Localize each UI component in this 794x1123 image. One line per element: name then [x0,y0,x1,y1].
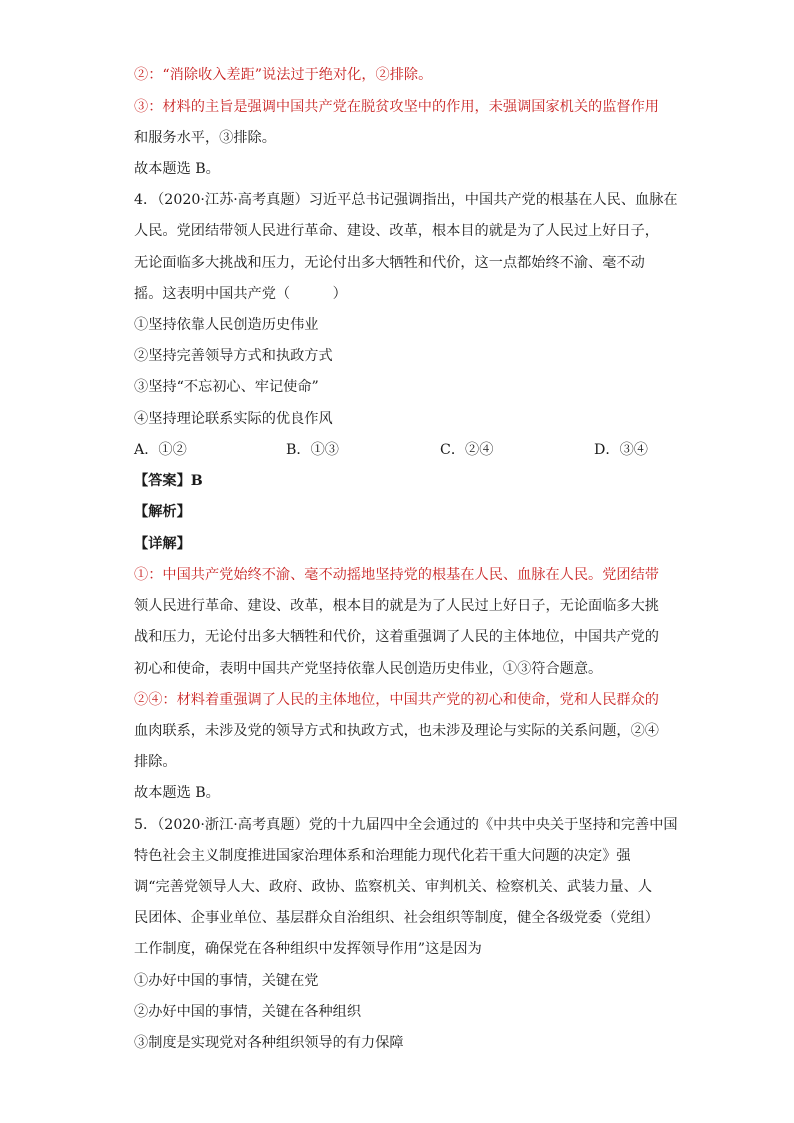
q4-stem-line-2: 人民。党团结带领人民进行革命、建设、改革，根本目的就是为了人民过上好日子， [134,223,659,239]
q4-answer [134,470,203,492]
prev-explanation-3-cont: 和服务水平，③排除。 [134,130,276,146]
q4-explanation-1-line-1: ①：中国共产党始终不渝、毫不动摇地坚持党的根基在人民、血脉在人民。党团结带 [134,567,659,583]
q4-options-row [134,439,664,461]
q4-option-b: B．①③ [286,442,339,458]
q5-item-1: ①办好中国的事情，关键在党 [134,973,319,989]
q4-analysis-heading: 【解析】 [134,504,191,520]
q4-explanation-2-line-2: 血肉联系，未涉及党的领导方式和执政方式，也未涉及理论与实际的关系问题，②④ [134,723,659,739]
prev-answer-line: 故本题选 B。 [134,161,220,177]
q4-explanation-2-line-3: 排除。 [134,754,177,770]
prev-explanation-3: ③：材料的主旨是强调中国共产党在脱贫攻坚中的作用，未强调国家机关的监督作用 [134,99,659,115]
q4-conclusion: 故本题选 B。 [134,785,220,801]
q5-item-2: ②办好中国的事情，关键在各种组织 [134,1004,362,1020]
q4-stem-line-3: 无论面临多大挑战和压力，无论付出多大牺牲和代价，这一点都始终不渝、毫不动 [134,255,645,271]
q5-stem-line-1: 5．（2020·浙江·高考真题）党的十九届四中全会通过的《中共中央关于坚持和完善中国 [134,817,678,833]
q4-item-1: ①坚持依靠人民创造历史伟业 [134,317,319,333]
q4-explanation-1-line-2: 领人民进行革命、建设、改革，根本目的就是为了人民过上好日子，无论面临多大挑 [134,598,659,614]
q5-stem-line-5: 工作制度，确保党在各种组织中发挥领导作用”这是因为 [134,941,482,957]
q5-stem-line-4: 民团体、企事业单位、基层群众自治组织、社会组织等制度，健全各级党委（党组） [134,910,659,926]
q5-stem-line-2: 特色社会主义制度推进国家治理体系和治理能力现代化若干重大问题的决定》强 [134,848,631,864]
q4-option-c: C．②④ [440,442,494,458]
q4-stem-line-4: 摇。这表明中国共产党（ ） [134,286,347,302]
q4-explanation-2-line-1: ②④：材料着重强调了人民的主体地位，中国共产党的初心和使命，党和人民群众的 [134,692,659,708]
q4-explanation-1-line-3: 战和压力，无论付出多大牺牲和代价，这着重强调了人民的主体地位，中国共产党的 [134,629,659,645]
q4-explanation-1-line-4: 初心和使命，表明中国共产党坚持依靠人民创造历史伟业，①③符合题意。 [134,661,603,677]
q4-stem-line-1: 4．（2020·江苏·高考真题）习近平总书记强调指出，中国共产党的根基在人民、血脉在 [134,192,678,208]
q4-item-4: ④坚持理论联系实际的优良作风 [134,411,333,427]
q4-answer-text: 【答案】B [134,473,203,489]
q4-item-2: ②坚持完善领导方式和执政方式 [134,348,333,364]
q5-item-3: ③制度是实现党对各种组织领导的有力保障 [134,1035,404,1051]
q4-option-d: D．③④ [594,442,648,458]
q4-detail-heading: 【详解】 [134,536,191,552]
q4-item-3: ③坚持“不忘初心、牢记使命” [134,379,319,395]
prev-explanation-2: ②：“消除收入差距”说法过于绝对化，②排除。 [134,67,433,83]
q4-option-a: A．①② [134,442,187,458]
q5-stem-line-3: 调“完善党领导人大、政府、政协、监察机关、审判机关、检察机关、武装力量、人 [134,879,653,895]
